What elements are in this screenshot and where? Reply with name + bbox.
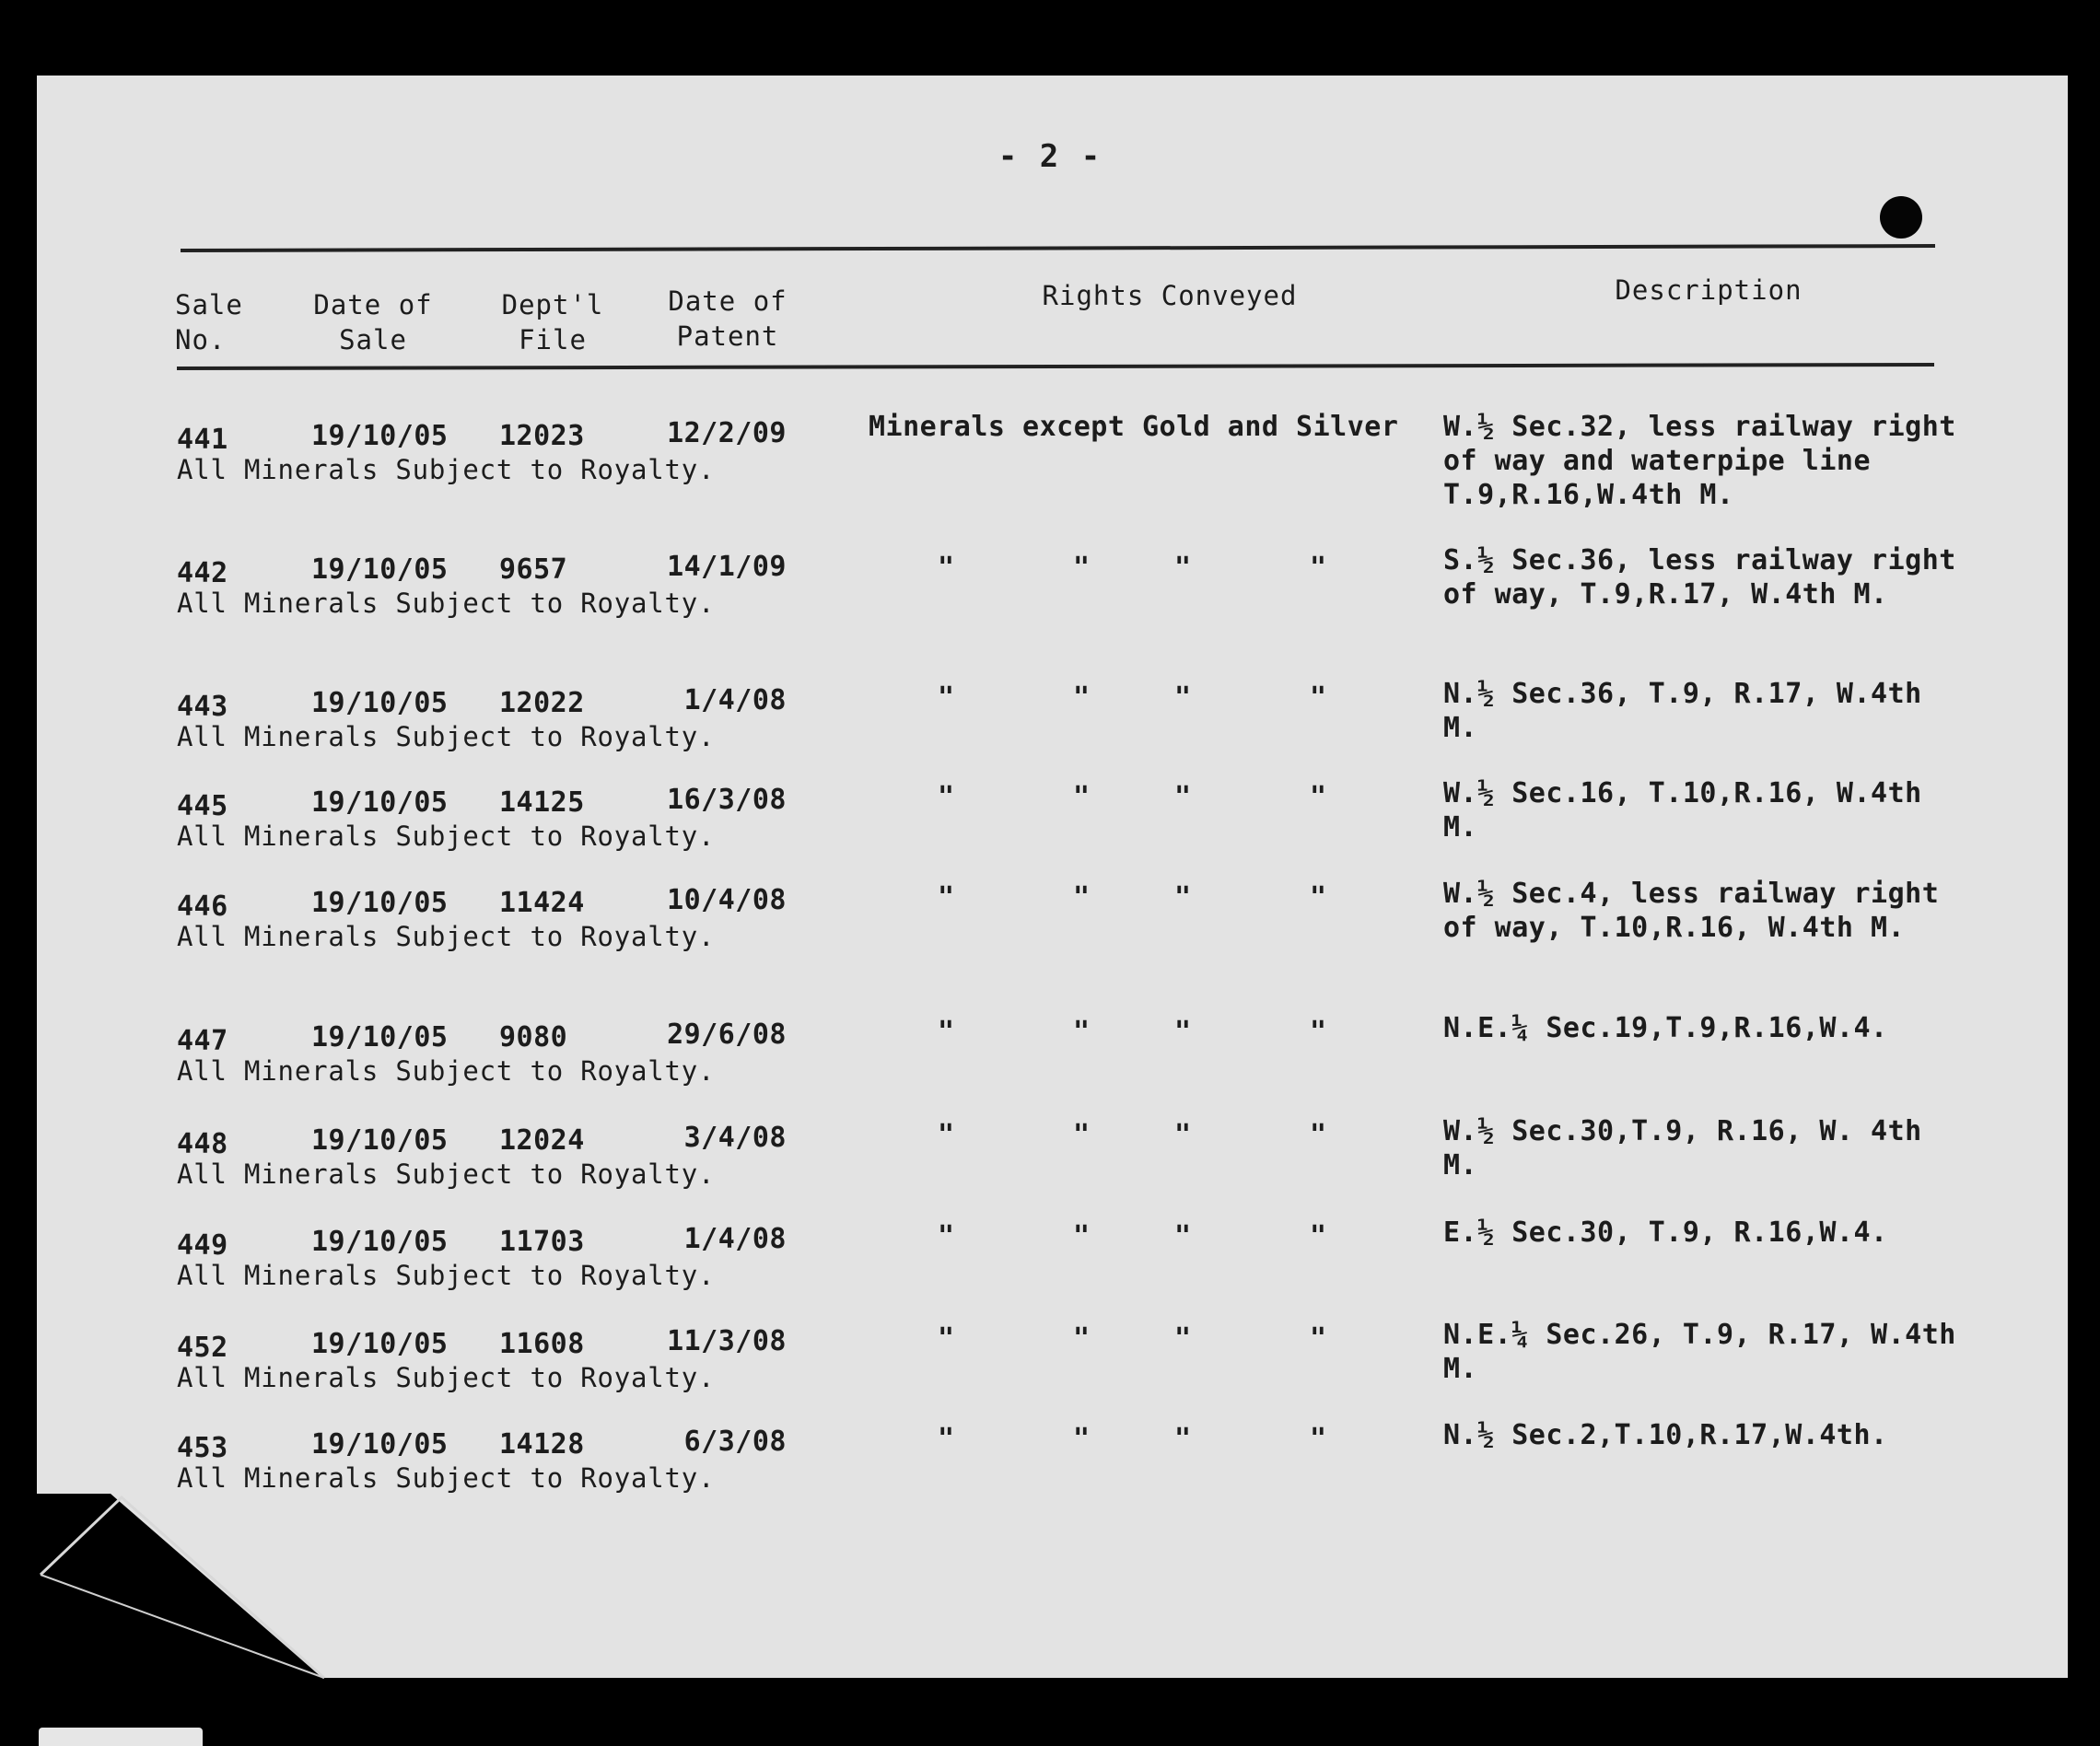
header-rights-conveyed: Rights Conveyed: [1042, 280, 1298, 311]
ditto-mark: ": [938, 781, 955, 813]
ditto-mark: ": [1073, 1119, 1091, 1151]
page-number: - 2 -: [998, 138, 1102, 175]
royalty-note: All Minerals Subject to Royalty.: [177, 721, 716, 752]
royalty-note: All Minerals Subject to Royalty.: [177, 454, 716, 485]
dept-file: 11703: [499, 1226, 585, 1258]
ditto-mark: ": [1310, 1322, 1327, 1355]
ditto-mark: ": [1310, 1016, 1327, 1048]
sale-number: 447: [177, 1025, 228, 1057]
ditto-mark: ": [1073, 1016, 1091, 1048]
sale-number: 449: [177, 1229, 228, 1262]
royalty-note: All Minerals Subject to Royalty.: [177, 821, 716, 852]
ditto-mark: ": [1310, 1423, 1327, 1455]
sale-number: 445: [177, 790, 228, 822]
land-description: S.½ Sec.36, less railway right of way, T.9,R.17, W.4th M.: [1443, 544, 1956, 611]
ditto-mark: ": [938, 1016, 955, 1048]
ditto-mark: ": [938, 552, 955, 584]
ditto-mark: ": [1073, 1322, 1091, 1355]
land-description: E.½ Sec.30, T.9, R.16,W.4.: [1443, 1216, 1888, 1249]
land-description: W.½ Sec.16, T.10,R.16, W.4th M.: [1443, 777, 1922, 844]
dept-file: 9080: [499, 1021, 568, 1053]
land-description: N.½ Sec.2,T.10,R.17,W.4th.: [1443, 1419, 1888, 1451]
sale-number: 448: [177, 1128, 228, 1160]
rights-conveyed: Minerals except Gold and Silver: [869, 411, 1399, 443]
dept-file: 12024: [499, 1124, 585, 1157]
land-description: N.E.¼ Sec.26, T.9, R.17, W.4th M.: [1443, 1319, 1956, 1385]
ditto-mark: ": [1310, 552, 1327, 584]
dept-file: 11608: [499, 1328, 585, 1360]
dept-file: 14128: [499, 1428, 585, 1461]
ditto-mark: ": [1174, 1220, 1192, 1252]
date-of-patent: 1/4/08: [683, 1223, 787, 1255]
header-description: Description: [1615, 274, 1802, 306]
land-description: W.½ Sec.4, less railway right of way, T.10,R.16, W.4th M.: [1443, 878, 1940, 944]
royalty-note: All Minerals Subject to Royalty.: [177, 588, 716, 619]
royalty-note: All Minerals Subject to Royalty.: [177, 1055, 716, 1087]
ditto-mark: ": [1174, 552, 1192, 584]
ditto-mark: ": [1174, 1423, 1192, 1455]
date-of-patent: 6/3/08: [683, 1426, 787, 1458]
folded-corner: [37, 1494, 332, 1680]
ditto-mark: ": [938, 1423, 955, 1455]
royalty-note: All Minerals Subject to Royalty.: [177, 1462, 716, 1494]
date-of-sale: 19/10/05: [311, 1428, 449, 1461]
ditto-mark: ": [1073, 552, 1091, 584]
sale-number: 443: [177, 691, 228, 723]
land-description: N.½ Sec.36, T.9, R.17, W.4th M.: [1443, 678, 1922, 744]
date-of-patent: 11/3/08: [667, 1325, 787, 1357]
royalty-note: All Minerals Subject to Royalty.: [177, 921, 716, 952]
header-date-of-patent: Date of Patent: [668, 285, 788, 352]
date-of-sale: 19/10/05: [311, 1328, 449, 1360]
date-of-sale: 19/10/05: [311, 1226, 449, 1258]
ditto-mark: ": [1174, 681, 1192, 714]
ditto-mark: ": [1310, 1220, 1327, 1252]
land-description: N.E.¼ Sec.19,T.9,R.16,W.4.: [1443, 1012, 1888, 1044]
dept-file: 12022: [499, 687, 585, 719]
ditto-mark: ": [1073, 681, 1091, 714]
dept-file: 9657: [499, 553, 568, 586]
ditto-mark: ": [1174, 1322, 1192, 1355]
ditto-mark: ": [938, 1322, 955, 1355]
date-of-sale: 19/10/05: [311, 887, 449, 919]
ditto-mark: ": [1310, 881, 1327, 914]
land-description: W.½ Sec.30,T.9, R.16, W. 4th M.: [1443, 1115, 1922, 1181]
royalty-note: All Minerals Subject to Royalty.: [177, 1158, 716, 1190]
header-date-of-sale: Date of Sale: [313, 289, 433, 355]
land-description: W.½ Sec.32, less railway right of way and waterpipe line T.9,R.16,W.4th M.: [1443, 411, 1956, 511]
date-of-patent: 16/3/08: [667, 784, 787, 816]
date-of-patent: 1/4/08: [683, 684, 787, 716]
ditto-mark: ": [1174, 1016, 1192, 1048]
dept-file: 14125: [499, 786, 585, 819]
date-of-patent: 29/6/08: [667, 1018, 787, 1051]
date-of-sale: 19/10/05: [311, 1124, 449, 1157]
ditto-mark: ": [938, 881, 955, 914]
ditto-mark: ": [1310, 781, 1327, 813]
ditto-mark: ": [1073, 881, 1091, 914]
ditto-mark: ": [1174, 781, 1192, 813]
date-of-patent: 12/2/09: [667, 417, 787, 449]
ditto-mark: ": [938, 1220, 955, 1252]
date-of-sale: 19/10/05: [311, 420, 449, 452]
ditto-mark: ": [1073, 1220, 1091, 1252]
date-of-sale: 19/10/05: [311, 1021, 449, 1053]
ditto-mark: ": [1073, 781, 1091, 813]
sale-number: 452: [177, 1332, 228, 1364]
header-sale-no: Sale No.: [175, 289, 243, 355]
ditto-mark: ": [1073, 1423, 1091, 1455]
dept-file: 11424: [499, 887, 585, 919]
date-of-patent: 14/1/09: [667, 551, 787, 583]
royalty-note: All Minerals Subject to Royalty.: [177, 1362, 716, 1393]
royalty-note: All Minerals Subject to Royalty.: [177, 1260, 716, 1291]
sale-number: 453: [177, 1432, 228, 1464]
paper-tab: [39, 1728, 203, 1746]
ditto-mark: ": [1310, 681, 1327, 714]
ditto-mark: ": [1174, 1119, 1192, 1151]
date-of-sale: 19/10/05: [311, 553, 449, 586]
ditto-mark: ": [938, 1119, 955, 1151]
sale-number: 441: [177, 424, 228, 456]
sale-number: 446: [177, 890, 228, 923]
sale-number: 442: [177, 557, 228, 589]
date-of-sale: 19/10/05: [311, 786, 449, 819]
date-of-sale: 19/10/05: [311, 687, 449, 719]
header-dept-file: Dept'l File: [501, 289, 604, 355]
date-of-patent: 3/4/08: [683, 1122, 787, 1154]
ditto-mark: ": [938, 681, 955, 714]
date-of-patent: 10/4/08: [667, 884, 787, 916]
ditto-mark: ": [1174, 881, 1192, 914]
dept-file: 12023: [499, 420, 585, 452]
ditto-mark: ": [1310, 1119, 1327, 1151]
punch-hole: [1880, 196, 1922, 239]
